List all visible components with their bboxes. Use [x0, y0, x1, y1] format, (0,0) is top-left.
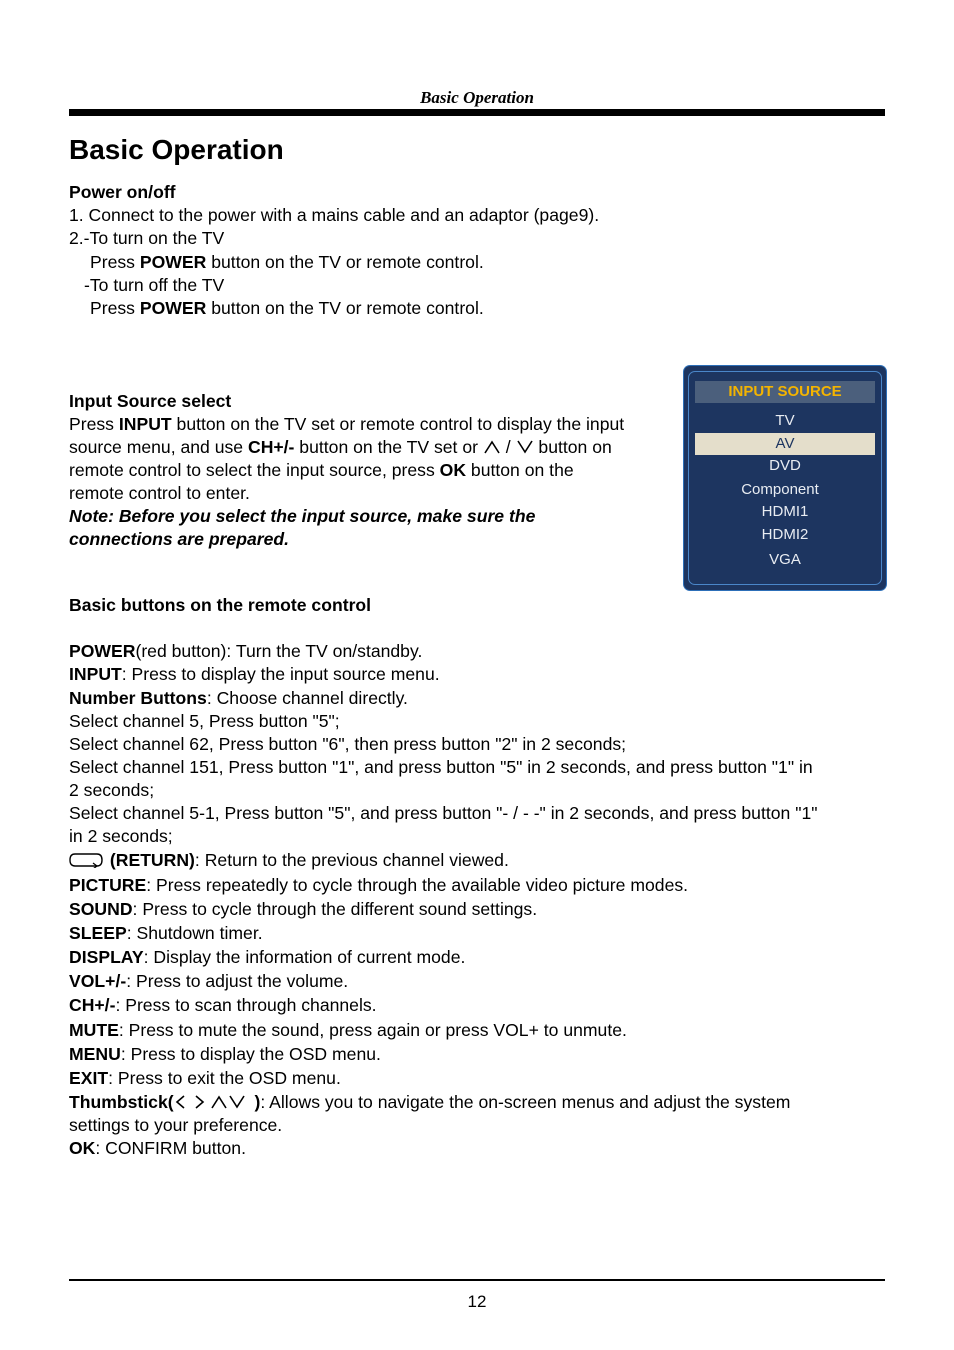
remote-channel-62: Select channel 62, Press button "6", then press button "2" in 2 seconds; — [69, 734, 627, 754]
osd-item-vga: VGA — [769, 551, 801, 568]
input-source-line-3: remote control to select the input source, press OK button on the — [69, 460, 574, 480]
remote-thumbstick: Thumbstick( ): Allows you to navigate the on-screen menus and adjust the system — [69, 1092, 791, 1112]
input-source-heading: Input Source select — [69, 391, 232, 411]
remote-channel-5-1-cont: in 2 seconds; — [69, 826, 173, 846]
remote-picture: PICTURE: Press repeatedly to cycle through the available video picture modes. — [69, 875, 689, 895]
osd-item-av: AV — [695, 433, 875, 455]
remote-number-buttons: Number Buttons: Choose channel directly. — [69, 688, 408, 708]
footer-rule — [69, 1279, 885, 1281]
thumbstick-arrows-icon — [174, 1094, 250, 1110]
remote-channel-5-1: Select channel 5-1, Press button "5", and press button "- / - -" in 2 seconds, and press button "1" — [69, 803, 818, 823]
osd-title: INPUT SOURCE — [695, 381, 875, 403]
power-on-instruction: Press POWER button on the TV or remote control. — [90, 252, 484, 272]
osd-item-tv: TV — [775, 412, 795, 429]
return-icon — [69, 852, 105, 868]
osd-item-hdmi1: HDMI1 — [761, 503, 809, 520]
power-off-step: -To turn off the TV — [84, 275, 225, 295]
power-step-2: 2.-To turn on the TV — [69, 228, 225, 248]
remote-return: (RETURN): Return to the previous channel viewed. — [69, 849, 509, 872]
input-source-osd — [684, 366, 886, 590]
remote-thumbstick-cont: settings to your preference. — [69, 1115, 283, 1135]
remote-sleep: SLEEP: Shutdown timer. — [69, 923, 263, 943]
remote-power: POWER(red button): Turn the TV on/standby. — [69, 641, 423, 661]
up-arrow-icon — [483, 439, 501, 455]
running-header: Basic Operation — [420, 88, 534, 107]
remote-mute: MUTE: Press to mute the sound, press again or press VOL+ to unmute. — [69, 1020, 627, 1040]
remote-channel-151: Select channel 151, Press button "1", and press button "5" in 2 seconds, and press button "1" in — [69, 757, 813, 777]
osd-item-component: Component — [741, 481, 819, 498]
remote-menu: MENU: Press to display the OSD menu. — [69, 1044, 381, 1064]
remote-channel-5: Select channel 5, Press button "5"; — [69, 711, 340, 731]
remote-exit: EXIT: Press to exit the OSD menu. — [69, 1068, 341, 1088]
remote-channel: CH+/-: Press to scan through channels. — [69, 995, 377, 1015]
osd-item-dvd: DVD — [769, 457, 801, 474]
osd-item-hdmi2: HDMI2 — [761, 526, 809, 543]
power-heading: Power on/off — [69, 182, 176, 202]
power-step-1: 1. Connect to the power with a mains cable and an adaptor (page9). — [69, 205, 600, 225]
input-source-note-1: Note: Before you select the input source, make sure the — [69, 506, 536, 526]
power-off-instruction: Press POWER button on the TV or remote control. — [90, 298, 484, 318]
remote-heading: Basic buttons on the remote control — [69, 595, 372, 615]
remote-volume: VOL+/-: Press to adjust the volume. — [69, 971, 349, 991]
remote-sound: SOUND: Press to cycle through the different sound settings. — [69, 899, 538, 919]
header-rule — [69, 109, 885, 116]
input-source-line-2: source menu, and use CH+/- button on the TV set or / button on — [69, 437, 612, 457]
remote-channel-151-cont: 2 seconds; — [69, 780, 155, 800]
remote-display: DISPLAY: Display the information of current mode. — [69, 947, 466, 967]
remote-ok: OK: CONFIRM button. — [69, 1138, 246, 1158]
input-source-line-4: remote control to enter. — [69, 483, 250, 503]
input-source-line-1: Press INPUT button on the TV set or remote control to display the input — [69, 414, 625, 434]
input-source-note-2: connections are prepared. — [69, 529, 289, 549]
down-arrow-icon — [516, 439, 534, 455]
remote-input: INPUT: Press to display the input source menu. — [69, 664, 440, 684]
page-number: 12 — [467, 1292, 487, 1311]
page-title: Basic Operation — [69, 134, 284, 165]
